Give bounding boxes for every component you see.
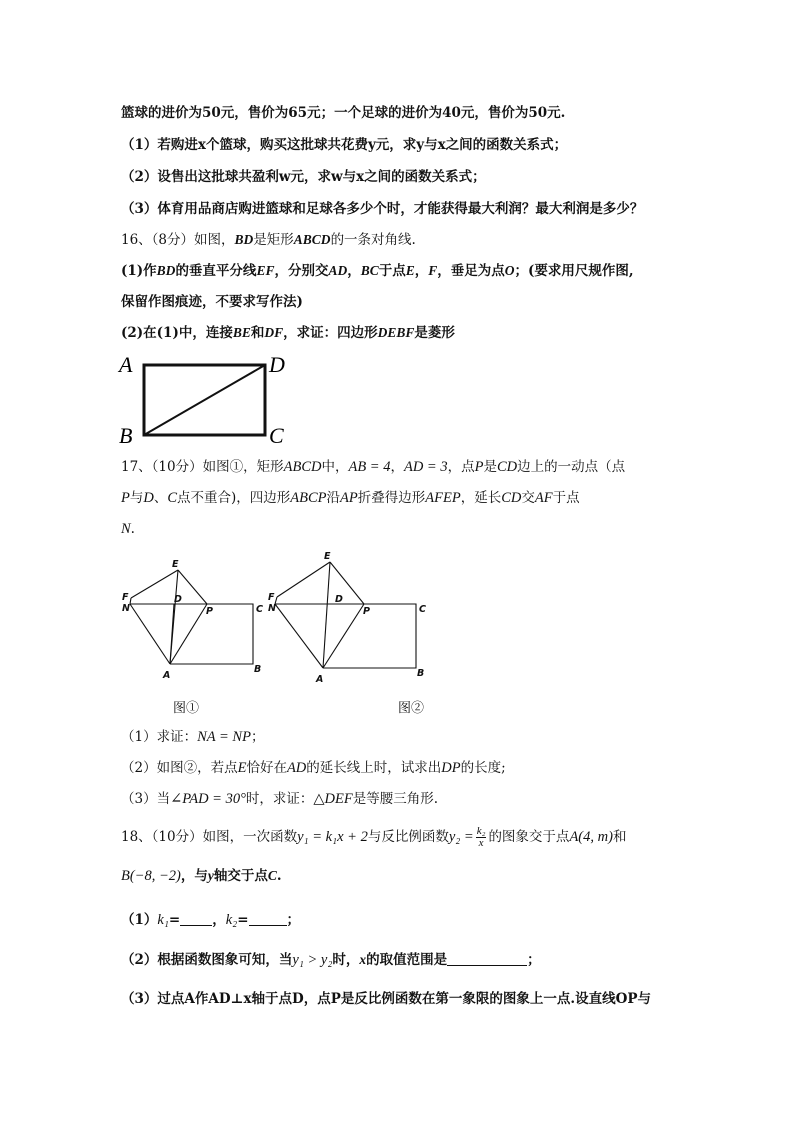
q17-t4: 是 xyxy=(483,459,497,475)
q18-s2c: 的取值范围是 xyxy=(366,952,448,968)
q16-p1e: 于点 xyxy=(378,263,406,279)
text-line-prices: 篮球的进价为50元，售价为65元；一个足球的进价为40元，售价为50元. xyxy=(121,105,566,121)
fig1-label-p: P xyxy=(206,606,213,617)
fig2-an xyxy=(275,604,323,668)
q17-s2ad: AD xyxy=(286,760,307,776)
q16-p2d: 是菱形 xyxy=(414,325,455,341)
q18-t4: ，与 xyxy=(180,868,208,884)
text-line-q1: （1）若购进x个篮球，购买这批球共花费y元，求y与x之间的函数关系式； xyxy=(121,137,568,153)
q18-s2a: （2）根据函数图象可知，当 xyxy=(121,952,293,968)
fig1-caption: 图① xyxy=(173,701,200,716)
q16-p1F: F xyxy=(428,263,438,278)
q17-l2af: AF xyxy=(534,490,553,506)
fig2-label-d: D xyxy=(335,594,343,605)
q17-s2d: 的长度; xyxy=(460,760,506,776)
q17-l2i: 于点 xyxy=(552,490,580,506)
text-line-q2: （2）设售出这批球共盈利w元，求w与x之间的函数关系式； xyxy=(121,169,486,185)
fig2-geometry xyxy=(275,562,416,668)
q16-p1E: E xyxy=(405,263,415,278)
q18-pa: A(4, m) xyxy=(569,829,613,845)
q16-label-a: A xyxy=(119,352,133,377)
q18-range-blank[interactable] xyxy=(447,951,527,966)
q18-line1 xyxy=(121,826,626,849)
q17-sub1 xyxy=(121,728,264,746)
q17-t3: ，点 xyxy=(447,459,475,475)
q16-p1O: O xyxy=(504,263,515,278)
q18-c: C xyxy=(267,868,277,883)
q17-l2e: 沿 xyxy=(326,490,341,506)
q18-f2: y₂ = xyxy=(448,829,474,845)
fig1-rect xyxy=(130,604,253,664)
q18-s2d: ； xyxy=(527,952,541,968)
q16-label-c: C xyxy=(269,423,284,448)
q17-s2a: （2）如图②，若点 xyxy=(121,760,238,776)
q18-sub1 xyxy=(121,911,300,929)
q18-t6: . xyxy=(276,868,282,884)
fig2-label-c: C xyxy=(419,604,426,615)
q17-s2c: 的延长线上时，试求出 xyxy=(306,760,442,776)
q17-l2f: 折叠得边形 xyxy=(357,490,426,506)
fig2-rect xyxy=(275,604,416,668)
q17-head: 17、（10分）如图①，矩形 xyxy=(121,459,284,475)
q18-sub3: （3）过点A作AD⊥x轴于点D，点P是反比例函数在第一象限的图象上一点.设直线OP与 xyxy=(121,991,652,1007)
q17-s2dp: DP xyxy=(441,760,461,776)
q17-ab: AB = 4 xyxy=(348,459,391,475)
q18-t5: 轴交于点 xyxy=(213,868,268,884)
fig2-label-p: P xyxy=(363,606,370,617)
q16-head: 16、（8分）如图， xyxy=(121,232,235,248)
q18-sub2 xyxy=(121,951,541,969)
q17-s2e: E xyxy=(237,760,247,776)
fig1-label-e: E xyxy=(172,559,179,570)
q16-abcd: ABCD xyxy=(293,232,331,247)
q18-frac-den: x xyxy=(478,837,484,849)
q17-l2c2: 点不重合)，四边形 xyxy=(177,490,291,506)
q17-l2p: P xyxy=(121,490,130,506)
q16-p2a: (2)在(1)中，连接 xyxy=(121,325,233,341)
fig1-label-b: B xyxy=(254,664,262,675)
q16-p1bc: BC xyxy=(360,263,379,278)
q18-s1d: = xyxy=(237,912,249,928)
q17-p: P xyxy=(474,459,484,475)
q18-fraction xyxy=(476,826,487,849)
q16-p1h: ；(要求用尺规作图, xyxy=(514,263,634,279)
q18-frac-num: k₂ xyxy=(476,825,486,837)
q17-s3t: △DEF xyxy=(313,791,353,807)
q16-p2be: BE xyxy=(232,325,251,340)
fig2-label-n: N xyxy=(268,603,276,614)
q16-p1ad: AD xyxy=(328,263,348,278)
q16-p1ef: EF xyxy=(256,263,275,278)
q17-abcd: ABCD xyxy=(283,459,322,475)
q17-s2b: 恰好在 xyxy=(246,760,287,776)
fig2-label-b: B xyxy=(417,668,425,679)
q18-s2x: x xyxy=(359,952,367,967)
fig2-label-e: E xyxy=(324,551,331,562)
q17-l2b: 、 xyxy=(153,490,168,506)
q17-cd: CD xyxy=(496,459,518,475)
q16-p2c: ，求证：四边形 xyxy=(283,325,378,341)
q17-s3a: （3）当 xyxy=(121,791,171,807)
q18-k1: k₁ xyxy=(157,912,169,928)
q17-l3dot: . xyxy=(130,521,135,537)
q17-l2g: ，延长 xyxy=(460,490,502,506)
q16-p1a: (1)作 xyxy=(121,263,157,279)
q17-ad: AD = 3 xyxy=(403,459,448,475)
q18-s1e: ； xyxy=(286,912,300,928)
fig1-label-a: A xyxy=(163,670,171,681)
q18-s1c: ， xyxy=(212,912,226,928)
q17-l2ap: AP xyxy=(340,490,358,506)
q18-line2 xyxy=(121,867,282,885)
q17-l2c: C xyxy=(167,490,178,506)
q18-f1: y₁ = k₁x + 2 xyxy=(297,829,368,845)
fig1-fn xyxy=(130,598,131,604)
text-line-q3: （3）体育用品商店购进篮球和足球各多少个时，才能获得最大利润？最大利润是多少？ xyxy=(121,201,644,217)
q16-p1d: ， xyxy=(347,263,361,279)
fig1-label-d: D xyxy=(174,594,182,605)
q17-s1b: ； xyxy=(250,729,265,745)
q16-p1f: ， xyxy=(414,263,429,279)
q17-l2d: D xyxy=(143,490,154,506)
q17-s3m: ∠PAD = 30° xyxy=(170,791,246,807)
q16-mid: 是矩形 xyxy=(253,232,294,248)
q16-p1b: 的垂直平分线 xyxy=(175,263,257,279)
q16-p1bd: BD xyxy=(156,263,176,278)
fig1-label-n: N xyxy=(122,603,130,614)
fig2-ap xyxy=(323,604,364,668)
q16-label-d: D xyxy=(269,352,285,377)
q17-s3c: 是等腰三角形. xyxy=(352,791,439,807)
q17-l2a: 与 xyxy=(129,490,144,506)
q18-s1b: = xyxy=(168,912,181,928)
q17-s1a: （1）求证： xyxy=(121,729,198,745)
q17-l3n: N xyxy=(121,521,131,537)
q18-s1a: （1） xyxy=(121,912,158,928)
q17-t2: ， xyxy=(390,459,404,475)
q18-s2m: y₁ > y₂ xyxy=(292,952,333,968)
q18-t2: 的图象交于点 xyxy=(488,829,570,845)
q16-part1-line2: 保留作图痕迹，不要求写作法) xyxy=(121,294,303,310)
fig1-an xyxy=(130,604,170,664)
q18-k2-blank[interactable] xyxy=(249,911,287,926)
q18-t1: 与反比例函数 xyxy=(367,829,449,845)
fig1-label-f: F xyxy=(122,592,129,603)
q18-t3: 和 xyxy=(612,829,627,845)
q16-p1c: ，分别交 xyxy=(274,263,329,279)
q18-k2: k₂ xyxy=(225,912,238,928)
fig1-geometry xyxy=(130,570,253,664)
q17-l2afep: AFEP xyxy=(425,490,461,506)
q17-t1: 中， xyxy=(321,459,349,475)
q17-l2cd: CD xyxy=(501,490,522,506)
q18-k1-blank[interactable] xyxy=(180,911,212,926)
q16-tail: 的一条对角线. xyxy=(330,232,416,248)
q17-sub3 xyxy=(121,790,438,808)
q17-t5: 边上的一动点（点 xyxy=(517,459,626,475)
q18-s2b: 时， xyxy=(332,952,360,968)
q18-pb: B(−8, −2) xyxy=(121,868,181,884)
fig1-label-c: C xyxy=(256,604,263,615)
q16-p2b: 和 xyxy=(250,325,265,341)
q17-l2abcp: ABCP xyxy=(290,490,327,506)
q17-s3b: 时，求证： xyxy=(245,791,314,807)
q17-sub2 xyxy=(121,759,506,777)
q16-bd: BD xyxy=(234,232,254,247)
q16-p2debf: DEBF xyxy=(377,325,415,340)
fig1-fe xyxy=(131,570,178,598)
q16-p2df: DF xyxy=(264,325,284,340)
q18-head: 18、（10分）如图，一次函数 xyxy=(121,829,298,845)
fig1-ae xyxy=(170,570,178,664)
fig2-fe xyxy=(277,562,330,597)
q16-p1g: ，垂足为点 xyxy=(437,263,505,279)
q17-s1m: NA = NP xyxy=(197,729,251,745)
fig1-ep xyxy=(178,570,207,604)
q18-y: y xyxy=(207,868,214,883)
fig2-label-f: F xyxy=(268,592,275,603)
q16-label-b: B xyxy=(119,423,133,448)
fig1-ap xyxy=(170,604,207,664)
q17-l2h: 交 xyxy=(521,490,535,506)
fig2-label-a: A xyxy=(316,674,324,685)
fig2-caption: 图② xyxy=(398,701,425,716)
fig2-ae xyxy=(323,562,330,668)
